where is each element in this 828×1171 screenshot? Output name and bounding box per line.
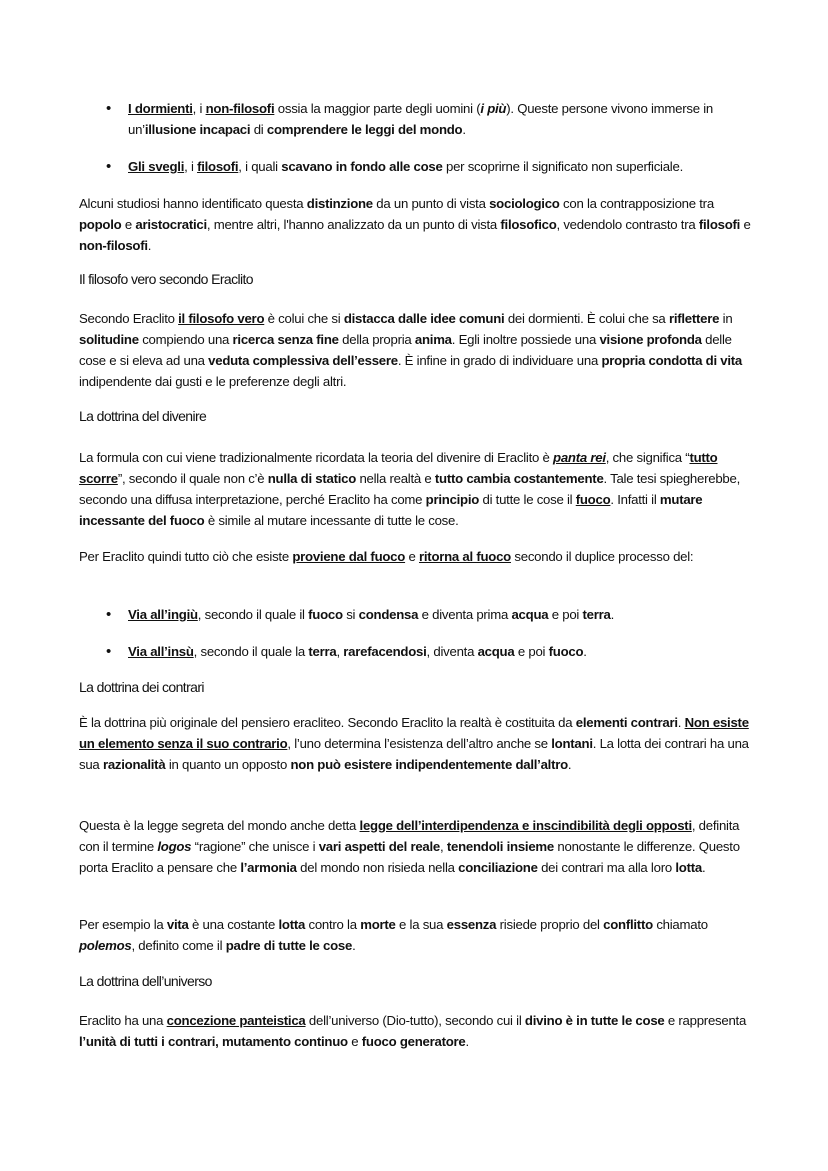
emphasized-text: Gli svegli xyxy=(128,159,185,174)
text-run: Alcuni studiosi hanno identificato questa xyxy=(79,196,307,211)
text-run: , i quali xyxy=(238,159,282,174)
emphasized-text: distacca dalle idee comuni xyxy=(343,311,505,326)
text-run: , i xyxy=(184,159,198,174)
emphasized-text: solitudine xyxy=(79,332,139,347)
text-run: di xyxy=(250,122,267,137)
emphasized-text: acqua xyxy=(511,607,549,622)
emphasized-text: tutto scorre xyxy=(79,450,718,486)
text-run: , diventa xyxy=(426,644,478,659)
text-run: , definita con il termine xyxy=(79,818,740,854)
text-run: e la sua xyxy=(395,917,447,932)
text-run: è simile al mutare incessante di tutte le cose. xyxy=(204,513,459,528)
text-run: , xyxy=(440,839,447,854)
text-run: . È infine in grado di individuare una xyxy=(397,353,602,368)
text-run: Per esempio la xyxy=(79,917,167,932)
text-run: . Infatti il xyxy=(610,492,660,507)
emphasized-text: fuoco xyxy=(548,644,584,659)
text-run: . xyxy=(610,607,615,622)
paragraph-fuoco xyxy=(79,546,751,567)
text-run: dei dormienti. È colui che sa xyxy=(504,311,669,326)
text-run: . xyxy=(567,757,572,772)
emphasized-text: fuoco generatore xyxy=(361,1034,466,1049)
text-run: e poi xyxy=(548,607,583,622)
emphasized-text: illusione incapaci xyxy=(144,122,251,137)
text-run: , xyxy=(336,644,344,659)
emphasized-text: mutare incessante del fuoco xyxy=(79,492,703,528)
text-run: per scoprirne il significato non superficiale. xyxy=(442,159,683,174)
text-run: con la contrapposizione tra xyxy=(559,196,714,211)
text-run: e xyxy=(347,1034,362,1049)
emphasized-text: essenza xyxy=(446,917,497,932)
text-run: Eraclito ha una xyxy=(79,1013,167,1028)
text-run: , secondo il quale la xyxy=(193,644,309,659)
emphasized-text: divino è in tutte le cose xyxy=(524,1013,665,1028)
text-run: e xyxy=(740,217,751,232)
text-run: delle cose e si eleva ad una xyxy=(79,332,732,368)
paragraph-logos xyxy=(79,815,751,878)
bullet-dormienti xyxy=(128,98,750,140)
text-run: Secondo Eraclito xyxy=(79,311,179,326)
text-run: chiamato xyxy=(652,917,708,932)
text-run: è colui che si xyxy=(264,311,344,326)
emphasized-text: morte xyxy=(360,917,396,932)
text-run: Questa è la legge segreta del mondo anche detta xyxy=(79,818,360,833)
bullet-svegli xyxy=(128,156,750,177)
emphasized-text: propria condotta di vita xyxy=(601,353,742,368)
emphasized-text: filosofico xyxy=(500,217,557,232)
emphasized-text: il filosofo vero xyxy=(178,311,265,326)
emphasized-text: fuoco xyxy=(308,607,343,622)
emphasized-text: non-filosofi xyxy=(205,101,275,116)
emphasized-text: riflettere xyxy=(668,311,720,326)
text-run: e xyxy=(121,217,136,232)
emphasized-text: visione profonda xyxy=(599,332,702,347)
emphasized-text: scavano in fondo alle cose xyxy=(281,159,443,174)
emphasized-text: sociologico xyxy=(489,196,560,211)
emphasized-text: razionalità xyxy=(102,757,166,772)
emphasized-text: lontani xyxy=(551,736,593,751)
text-run: . xyxy=(147,238,152,253)
emphasized-text: aristocratici xyxy=(135,217,207,232)
text-run: si xyxy=(342,607,359,622)
emphasized-text: distinzione xyxy=(306,196,373,211)
emphasized-text: Non esiste un elemento senza il suo contrario xyxy=(79,715,749,751)
paragraph-panta-rei xyxy=(79,447,751,531)
emphasized-text: concezione panteistica xyxy=(166,1013,306,1028)
emphasized-text: conflitto xyxy=(603,917,653,932)
emphasized-text: non può esistere indipendentemente dall’altro xyxy=(290,757,568,772)
text-run: , l’uno determina l’esistenza dell’altro anche se xyxy=(287,736,552,751)
emphasized-text: padre di tutte le cose xyxy=(225,938,353,953)
text-run: del mondo non risieda nella xyxy=(296,860,459,875)
text-run: , secondo il quale il xyxy=(197,607,309,622)
heading-universo: La dottrina dell’universo xyxy=(79,973,212,989)
text-run: . xyxy=(583,644,587,659)
text-run: . Tale tesi spiegherebbe, secondo una diffusa interpretazione, perché Eraclito ha come xyxy=(79,471,740,507)
text-run: È la dottrina più originale del pensiero eracliteo. Secondo Eraclito la realtà è costituita da xyxy=(79,715,576,730)
text-run: compiendo una xyxy=(138,332,233,347)
emphasized-text: vita xyxy=(166,917,189,932)
text-run: nonostante le differenze. Questo porta Eraclito a pensare che xyxy=(79,839,740,875)
emphasized-text: ricerca senza fine xyxy=(232,332,339,347)
emphasized-text: fuoco xyxy=(575,492,611,507)
heading-divenire: La dottrina del divenire xyxy=(79,408,207,424)
heading-contrari: La dottrina dei contrari xyxy=(79,679,204,695)
bullet-via-ingiu xyxy=(128,604,750,625)
paragraph-polemos xyxy=(79,914,751,956)
emphasized-text: tenendoli insieme xyxy=(446,839,554,854)
emphasized-text: Via all’ingiù xyxy=(128,607,198,622)
text-run: , i xyxy=(192,101,206,116)
text-run: in quanto un opposto xyxy=(165,757,291,772)
text-run: e rappresenta xyxy=(664,1013,747,1028)
text-run: ). Queste persone vivono immerse in un’ xyxy=(128,101,713,137)
emphasized-text: ritorna al fuoco xyxy=(419,549,511,564)
text-run: La formula con cui viene tradizionalmente ricordata la teoria del divenire di Eraclito è xyxy=(79,450,554,465)
emphasized-text: panta rei xyxy=(553,450,606,465)
emphasized-text: logos xyxy=(157,839,192,854)
emphasized-text: rarefacendosi xyxy=(343,644,427,659)
emphasized-text: lotta xyxy=(675,860,702,875)
paragraph-distinzione xyxy=(79,193,751,256)
emphasized-text: I dormienti xyxy=(128,101,193,116)
text-run: dei contrari ma alla loro xyxy=(537,860,676,875)
text-run: di tutte le cose il xyxy=(479,492,576,507)
emphasized-text: terra xyxy=(308,644,337,659)
emphasized-text: l’armonia xyxy=(240,860,297,875)
text-run: e xyxy=(405,549,419,564)
emphasized-text: condensa xyxy=(358,607,419,622)
paragraph-filosofo-vero xyxy=(79,308,751,392)
text-run: , vedendolo contrasto tra xyxy=(556,217,699,232)
text-run: , definito come il xyxy=(131,938,226,953)
text-run: ossia la maggior parte degli uomini ( xyxy=(274,101,481,116)
text-run: “ragione” che unisce i xyxy=(191,839,319,854)
text-run: e poi xyxy=(514,644,549,659)
text-run: dell’universo (Dio-tutto), secondo cui il xyxy=(305,1013,525,1028)
text-run: nella realtà e xyxy=(356,471,435,486)
emphasized-text: conciliazione xyxy=(458,860,538,875)
text-run: è una costante xyxy=(188,917,279,932)
emphasized-text: legge dell’interdipendenza e inscindibilità degli opposti xyxy=(359,818,692,833)
text-run: Per Eraclito quindi tutto ciò che esiste xyxy=(79,549,293,564)
text-run: in xyxy=(719,311,733,326)
paragraph-contrari xyxy=(79,712,751,775)
text-run: . xyxy=(465,1034,469,1049)
text-run: contro la xyxy=(305,917,361,932)
text-run: . Egli inoltre possiede una xyxy=(451,332,600,347)
emphasized-text: l’unità di tutti i contrari, mutamento continuo xyxy=(79,1034,348,1049)
text-run: . xyxy=(701,860,706,875)
text-run: . xyxy=(352,938,356,953)
emphasized-text: non-filosofi xyxy=(79,238,148,253)
emphasized-text: elementi contrari xyxy=(575,715,678,730)
paragraph-universo xyxy=(79,1010,751,1052)
emphasized-text: popolo xyxy=(79,217,122,232)
emphasized-text: proviene dal fuoco xyxy=(292,549,406,564)
text-run: secondo il duplice processo del: xyxy=(510,549,694,564)
emphasized-text: vari aspetti del reale xyxy=(318,839,441,854)
text-run: . xyxy=(677,715,685,730)
emphasized-text: tutto cambia costantemente xyxy=(434,471,604,486)
emphasized-text: acqua xyxy=(477,644,515,659)
text-run: , mentre altri, l'hanno analizzato da un punto di vista xyxy=(206,217,501,232)
emphasized-text: polemos xyxy=(79,938,132,953)
heading-filosofo-vero: Il filosofo vero secondo Eraclito xyxy=(79,271,253,287)
emphasized-text: terra xyxy=(582,607,611,622)
emphasized-text: veduta complessiva dell’essere xyxy=(208,353,398,368)
text-run: indipendente dai gusti e le preferenze degli altri. xyxy=(79,374,347,389)
emphasized-text: nulla di statico xyxy=(267,471,357,486)
emphasized-text: anima xyxy=(414,332,452,347)
emphasized-text: filosofi xyxy=(698,217,741,232)
emphasized-text: Via all’insù xyxy=(128,644,194,659)
text-run: della propria xyxy=(338,332,415,347)
text-run: , che significa “ xyxy=(605,450,690,465)
text-run: da un punto di vista xyxy=(372,196,490,211)
text-run: . La lotta dei contrari ha una sua xyxy=(79,736,749,772)
text-run: ”, secondo il quale non c’è xyxy=(117,471,268,486)
emphasized-text: lotta xyxy=(278,917,306,932)
emphasized-text: comprendere le leggi del mondo xyxy=(266,122,463,137)
emphasized-text: i più xyxy=(480,101,507,116)
text-run: risiede proprio del xyxy=(496,917,604,932)
text-run: e diventa prima xyxy=(418,607,512,622)
text-run: . xyxy=(462,122,466,137)
emphasized-text: principio xyxy=(425,492,480,507)
emphasized-text: filosofi xyxy=(197,159,239,174)
bullet-via-insu xyxy=(128,641,750,662)
